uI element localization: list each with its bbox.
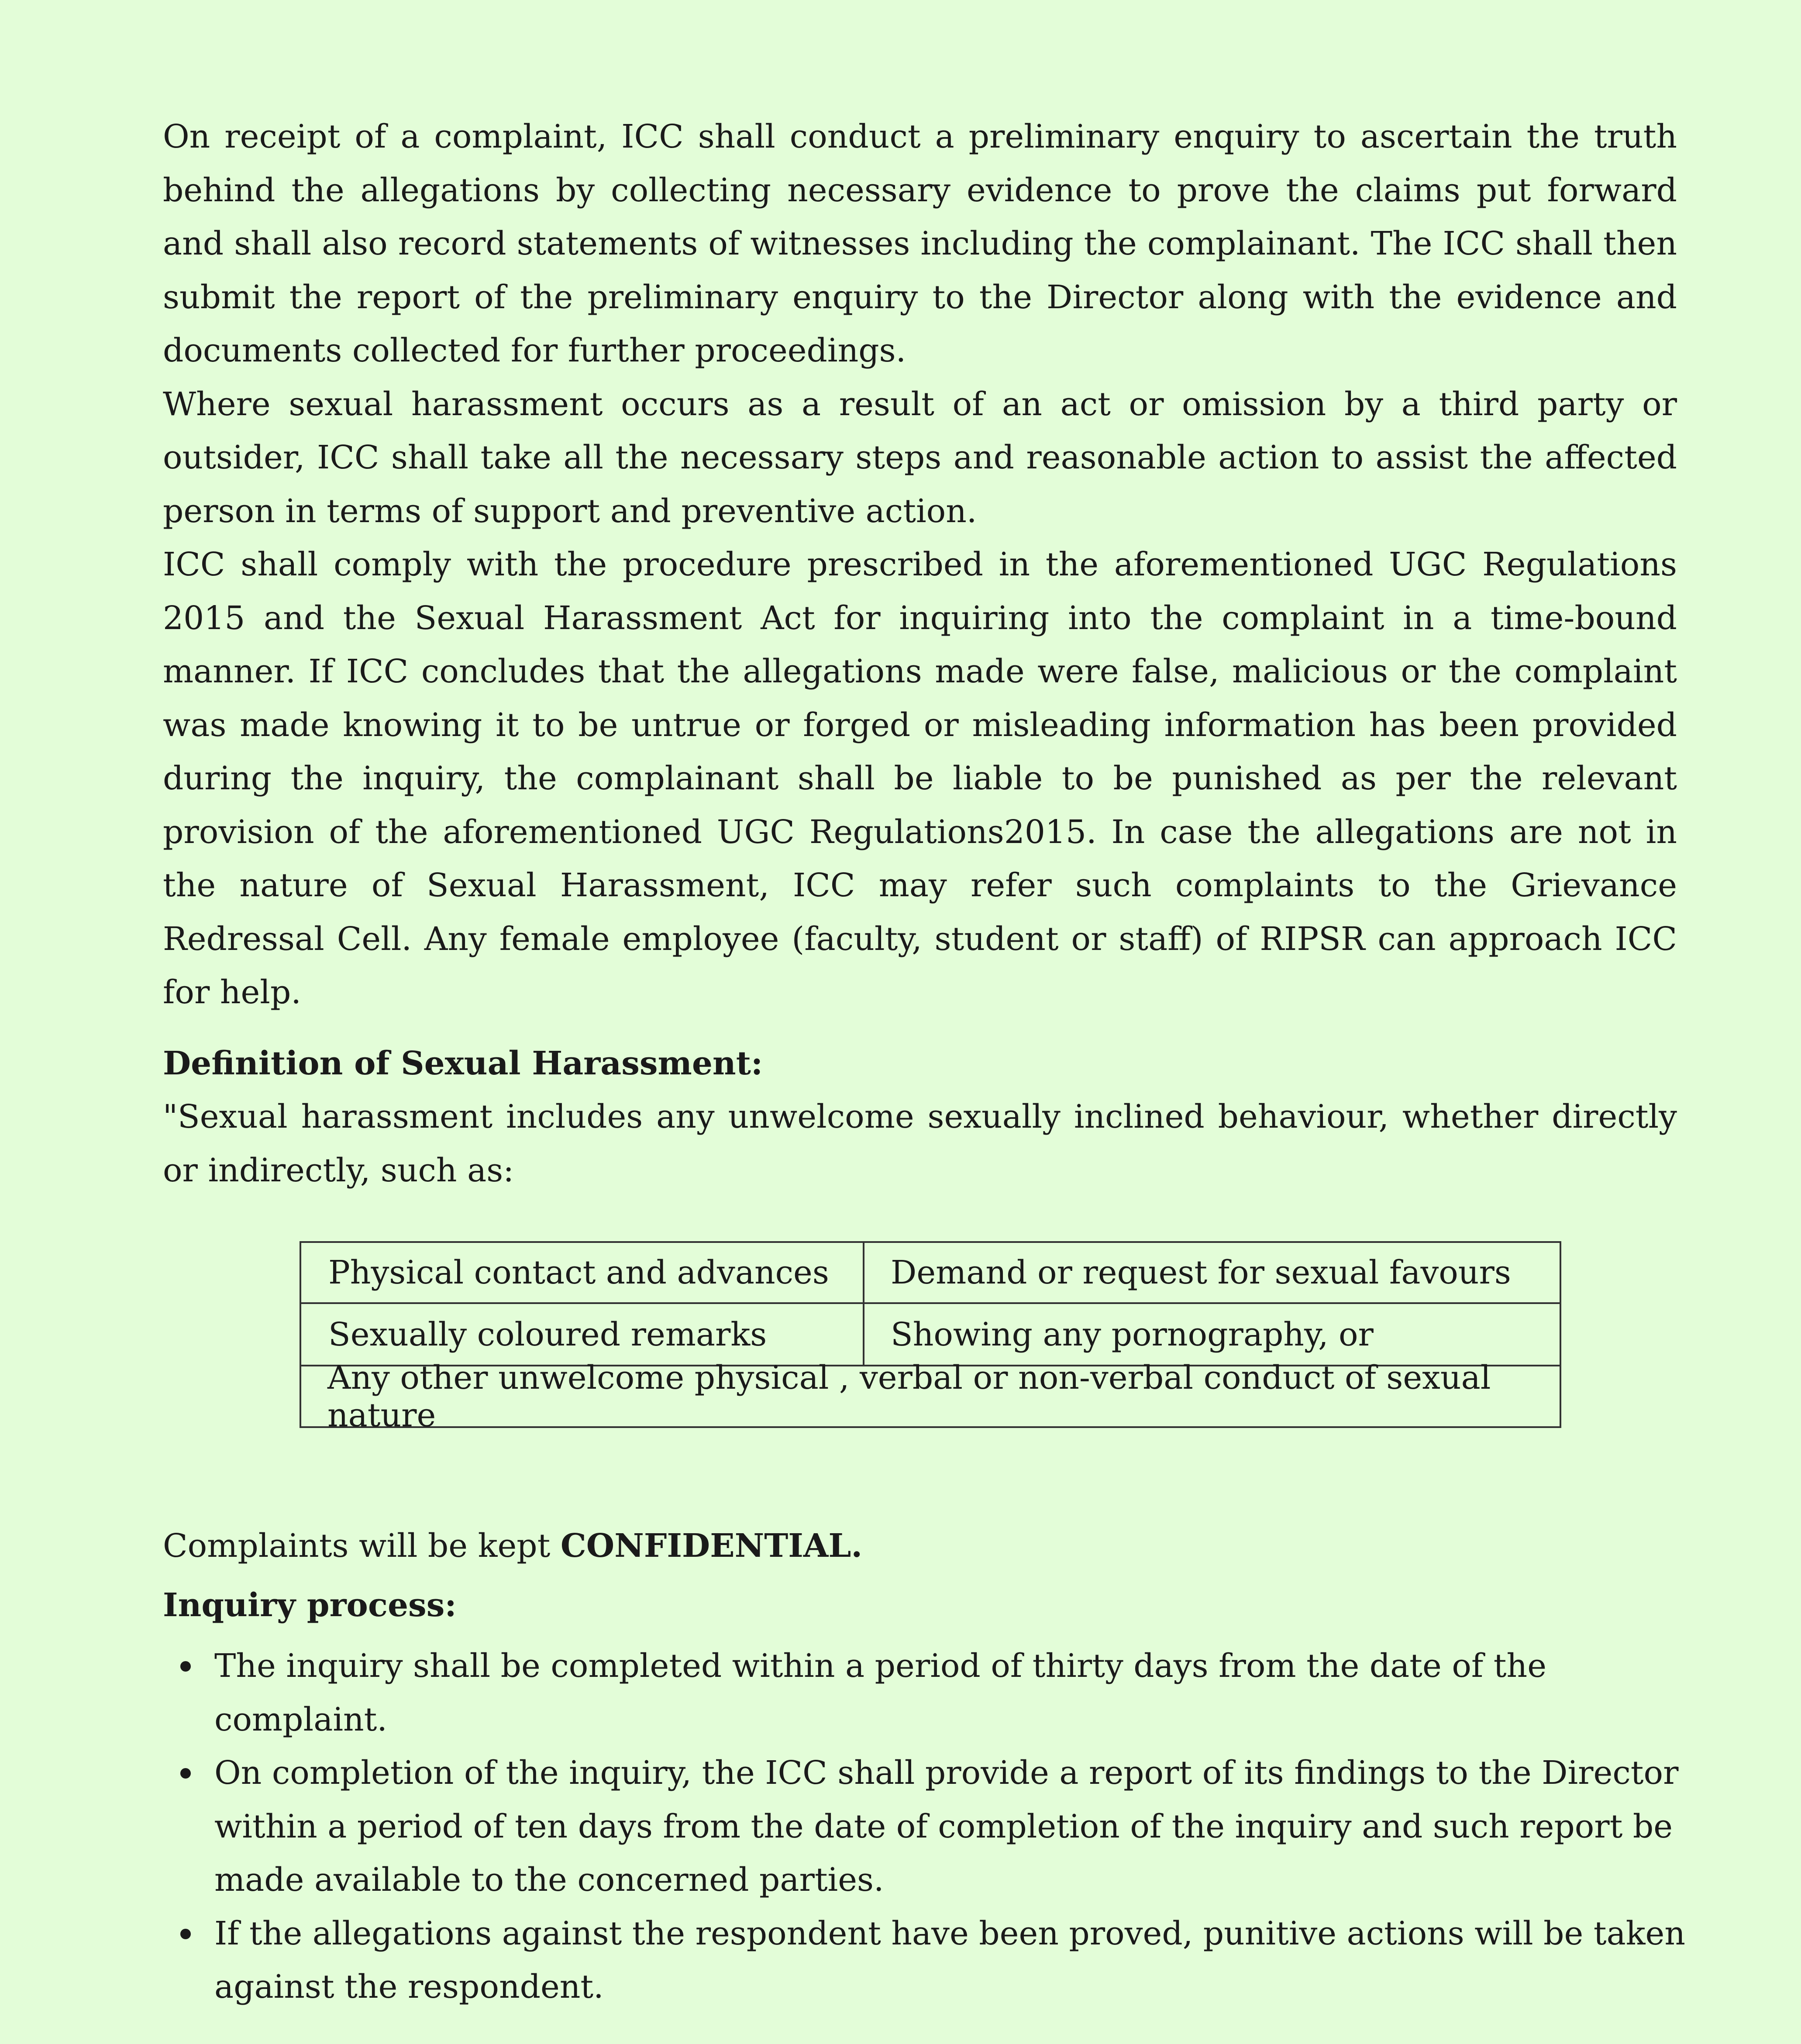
list-item-text: The inquiry shall be completed within a period of thirty days from the date of the complaint. <box>214 1647 1546 1738</box>
document-body <box>163 110 1677 1197</box>
list-item <box>163 1907 1708 2014</box>
table-row <box>301 1359 1560 1434</box>
list-item-text: If the allegations against the respondent have been proved, punitive actions will be taken against the respondent. <box>214 1914 1685 2006</box>
list-item <box>163 1746 1708 1907</box>
list-item-text: On completion of the inquiry, the ICC shall provide a report of its findings to the Director within a period of ten days from the date of completion of the inquiry and such report be made available to the concerned parties. <box>214 1754 1679 1899</box>
paragraph-procedure: ICC shall comply with the procedure prescribed in the aforementioned UGC Regulations 2015 and the Sexual Harassment Act for inquiring into the complaint in a time-bound manner. If ICC concludes that the allegations made were false, malicious or the complaint was made knowing it to be untrue or forged or misleading information has been provided during the inquiry, the complainant shall be liable to be punished as per the relevant provision of the aforementioned UGC Regulations2015. In case the allegations are not in the nature of Sexual Harassment, ICC may refer such complaints to the Grievance Redressal Cell. Any female employee (faculty, student or staff) of RIPSR can approach ICC for help. <box>163 546 1677 1011</box>
confidential-emphasis: CONFIDENTIAL. <box>560 1527 863 1565</box>
inquiry-heading: Inquiry process: <box>163 1586 457 1624</box>
harassment-examples-table <box>300 1241 1561 1434</box>
definition-text: "Sexual harassment includes any unwelcome sexually inclined behaviour, whether directly or indirectly, such as: <box>163 1098 1677 1189</box>
confidential-notice <box>163 1519 862 1573</box>
confidential-prefix: Complaints will be kept <box>163 1527 561 1565</box>
list-item <box>163 1639 1708 1746</box>
bullet-icon <box>180 1929 191 1939</box>
paragraph-third-party: Where sexual harassment occurs as a result of an act or omission by a third party or outsider, ICC shall take all the necessary steps and reasonable action to assist the affected person in terms of support and preventive action. <box>163 385 1677 530</box>
bullet-icon <box>180 1661 191 1672</box>
table-cell: Sexually coloured remarks <box>301 1304 864 1365</box>
table-cell: Any other unwelcome physical , verbal or non-verbal conduct of sexual nature <box>327 1359 1491 1434</box>
paragraph-preliminary-enquiry: On receipt of a complaint, ICC shall conduct a preliminary enquiry to ascertain the truth behind the allegations by collecting necessary evidence to prove the claims put forward and shall also record statements of witnesses including the complainant. The ICC shall then submit the report of the preliminary enquiry to the Director along with the evidence and documents collected for further proceedings. <box>163 118 1677 369</box>
bullet-icon <box>180 1768 191 1779</box>
table-cell: Showing any pornography, or <box>891 1315 1374 1353</box>
definition-heading: Definition of Sexual Harassment: <box>163 1044 763 1082</box>
table-cell: Physical contact and advances <box>301 1243 864 1302</box>
table-cell: Demand or request for sexual favours <box>891 1254 1511 1291</box>
table-row <box>301 1304 1560 1366</box>
inquiry-list <box>163 1639 1708 2014</box>
table-row <box>301 1243 1560 1304</box>
